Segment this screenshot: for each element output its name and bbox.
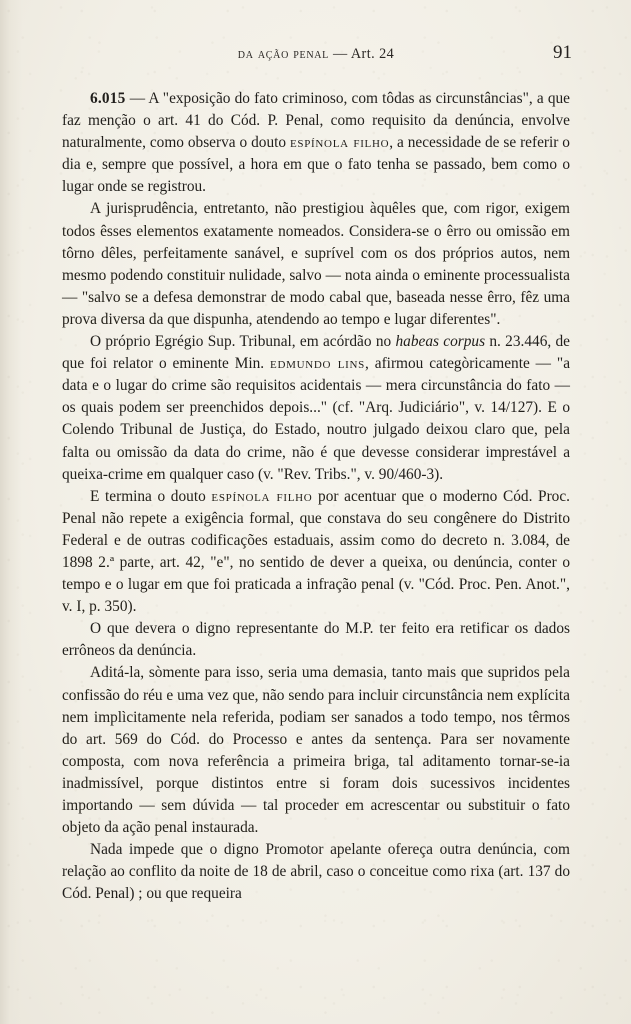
body-text	[62, 88, 570, 905]
paragraph	[62, 198, 570, 331]
running-head-booktitle: da ação penal	[237, 46, 329, 62]
text-run: A "exposição do fato criminoso, com tôdas as circunstâncias", a que faz menção o art. 41 do Cód. P. Penal, como requisito da denúncia, envolve naturalmente, como observa o douto	[62, 90, 570, 152]
text-run: n. 23.446, de que foi relator o eminente Min.	[62, 333, 570, 373]
running-head-title	[62, 46, 570, 63]
small-caps-name: edmundo lins	[270, 355, 366, 373]
text-run: O que devera o digno representante do M.P. ter feito era retificar os dados errôneos da denúncia.	[62, 620, 570, 660]
text-run: , a necessidade de se referir o dia e, sempre que possível, a hora em que o fato tenha se passado, bem como o lugar onde se registrou.	[62, 134, 570, 196]
paragraph-number: 6.015	[90, 90, 126, 107]
running-head	[62, 44, 570, 74]
paragraph	[62, 331, 570, 486]
text-run: E termina o douto	[90, 487, 212, 505]
page-number: 91	[553, 42, 572, 63]
text-run: , afirmou categòricamente — "a data e o lugar do crime são requisitos acidentais — mera circunstância do fato — os quais podem ser preenchidos depois..." (cf. "Arq. Judiciário", v. 14/127). E o Colendo Tribunal de Justiça, do Estado, noutro julgado deixou claro que, pela falta ou omissão da data do crime, não é que devesse considerar imprestável a queixa-crime em qualquer caso (v. "Rev. Tribs.", v. 90/460-3).	[62, 355, 571, 483]
running-head-article: Art. 24	[350, 46, 395, 62]
paragraph-lead-dash: —	[125, 90, 149, 107]
small-caps-name: espínola filho	[289, 134, 390, 152]
page-content	[62, 44, 570, 905]
text-run: por acentuar que o moderno Cód. Proc. Penal não repete a exigência formal, que constava do seu congênere do Distrito Federal e de outras codificações estaduais, assim como do decreto n. 3.084, de 1898 2.ª parte, art. 42, "e", no sentido de dever a queixa, ou denúncia, conter o tempo e o lugar em que foi praticada a infração penal (v. "Cód. Proc. Pen. Anot.", v. I, p. 350).	[62, 487, 570, 616]
italic-phrase: habeas corpus	[395, 333, 486, 351]
small-caps-name: espínola filho	[211, 487, 313, 505]
text-run: Aditá-la, sòmente para isso, seria uma demasia, tanto mais que supridos pela confissão do réu e uma vez que, não sendo para incluir circunstância nem explícita nem implìcitamente nela referida, podiam ser sanados a todo tempo, nos têrmos do art. 569 do Cód. do Processo e antes da sentença. Para ser novamente composta, com nova referência a primeira briga, tal aditamento tornar-se-ia inadmissível, porque distintos entre si foram dois sucessivos incidentes importando — sem dúvida — tal proceder em acrescentar ou substituir o fato objeto da ação penal instaurada.	[62, 664, 570, 837]
text-run: O próprio Egrégio Sup. Tribunal, em acórdão no	[90, 333, 396, 351]
text-run: Nada impede que o digno Promotor apelante ofereça outra denúncia, com relação ao conflito da noite de 18 de abril, caso o conceitue como rixa (art. 137 do Cód. Penal) ; ou que requeira	[62, 841, 570, 903]
running-head-separator: —	[329, 46, 351, 62]
paragraph	[62, 88, 570, 198]
paragraph	[62, 486, 570, 619]
paragraph	[62, 618, 570, 662]
paragraph	[62, 662, 570, 839]
text-run: A jurisprudência, entretanto, não prestigiou àquêles que, com rigor, exigem todos êsses elementos exatamente nomeados. Considera-se o êrro ou omissão em tôrno dêles, perfeitamente sanável, e suprível com os dos próprios autos, nem mesmo podendo constituir nulidade, salvo — nota ainda o eminente processualista — "salvo se a defesa demonstrar de modo cabal que, baseada nesse êrro, fêz uma prova diversa da que dispunha, atendendo ao tempo e lugar diferentes".	[62, 200, 570, 328]
paragraph	[62, 839, 570, 905]
